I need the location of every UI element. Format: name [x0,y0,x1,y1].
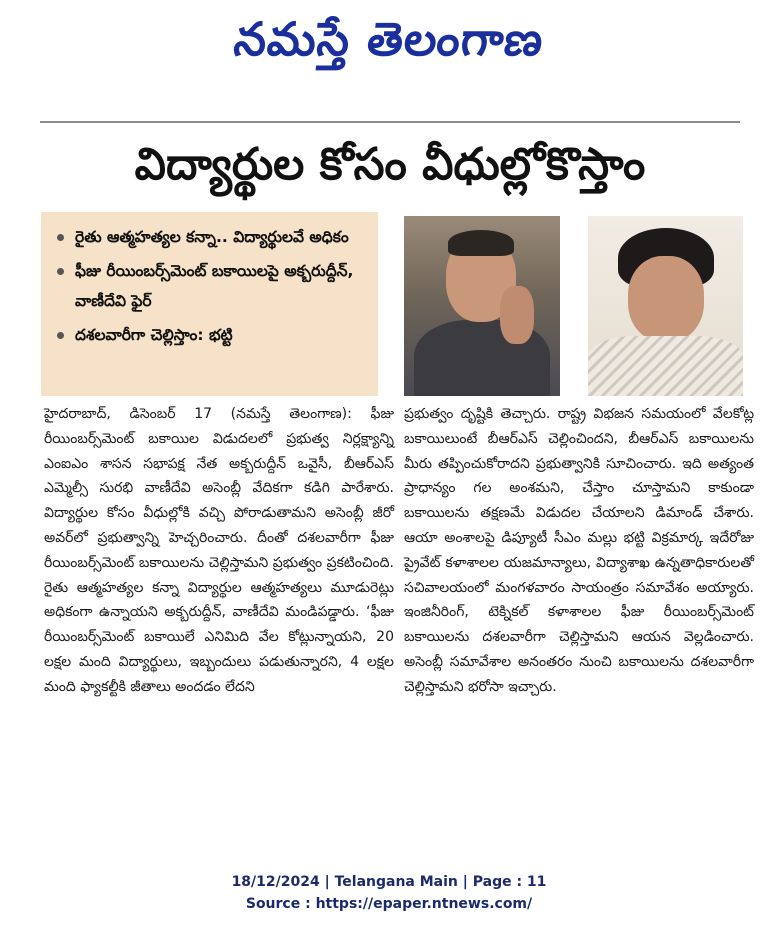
summary-item [57,256,370,316]
photo-figure-hair [448,230,514,256]
article-headline: విద్యార్థుల కోసం వీధుల్లోకొస్తాం [134,139,646,190]
footer-source-link[interactable]: Source : https://epaper.ntnews.com/ [245,896,533,912]
summary-item [57,320,370,350]
summary-text: దశలవారీగా చెల్లిస్తాం: భట్టి [75,326,233,344]
photo-figure-face [628,256,704,342]
summary-list [57,222,370,350]
summary-box [41,212,378,396]
summary-item [57,222,370,252]
article-body-right-column: ప్రభుత్వం దృష్టికి తెచ్చారు. రాష్ట్ర విభజన సమయంలో వేలకోట్ల బకాయిలుంటే బీఆర్ఎస్ చెల్లించిందని, బీఆర్ఎస్ బకాయిలను మీరు తప్పించుకోరాదని ప్రభుత్వానికి సూచించారు. ఇది అత్యంత ప్రాధాన్యం గల అంశమని, చేస్తాం చూస్తామని కాకుండా బకాయిలను తక్షణమే విడుదల చేయాలని డిమాండ్ చేశారు. ఆయా అంశాలపై డిప్యూటీ సీఎం మల్లు భట్టి విక్రమార్క ఇదేరోజు ప్రైవేట్ కళాశాలల యజమాన్యాలు, విద్యాశాఖ ఉన్నతాధికారులతో సచివాలయంలో మంగళవారం సాయంత్రం సమావేశం అయ్యారు. ఇంజినీరింగ్, టెక్నికల్ కళాశాలల ఫీజు రీయింబర్స్‌మెంట్ బకాయిలను దశలవారీగా చెల్లిస్తామని ఆయన వెల్లడించారు. అసెంబ్లీ సమావేశాల అనంతరం నుంచి బకాయిలను దశలవారీగా చెల్లిస్తామని భరోసా ఇచ్చారు. [404,406,754,695]
photo-figure-hand [500,286,534,344]
summary-text: ఫీజు రీయింబర్స్‌మెంట్ బకాయిలపై అక్బరుద్దీన్, వాణీదేవి ఫైర్ [75,262,354,310]
bullet-icon [57,332,64,339]
bullet-icon [57,234,64,241]
photo-figure-sari [588,336,743,396]
newspaper-masthead: నమస్తే తెలంగాణ [231,12,547,66]
photo-akbaruddin [404,216,560,396]
top-divider [40,121,740,123]
photo-vanidevi [588,216,743,396]
footer-edition-line: 18/12/2024 | Telangana Main | Page : 11 [231,874,547,890]
bullet-icon [57,268,64,275]
article-body-left-column: హైదరాబాద్, డిసెంబర్ 17 (నమస్తే తెలంగాణ): ఫీజు రీయింబర్స్‌మెంట్ బకాయిల విడుదలలో ప్రభుత్వ నిర్లక్ష్యాన్ని ఎంఐఎం శాసన సభాపక్ష నేత అక్బరుద్దీన్ ఒవైసీ, బీఆర్ఎస్ ఎమ్మెల్సీ సురభి వాణీదేవి అసెంబ్లీ వేదికగా కడిగి పారేశారు. విద్యార్థుల కోసం వీధుల్లోకి వచ్చి పోరాడుతామని అసెంబ్లీ జీరో అవర్‌లో ప్రభుత్వాన్ని హెచ్చరించారు. దీంతో దశలవారీగా ఫీజు రీయింబర్స్‌మెంట్ బకాయిలను చెల్లిస్తామని ప్రభుత్వం ప్రకటించింది. రైతు ఆత్మహత్యల కన్నా విద్యార్థుల ఆత్మహత్యలు మూడురెట్లు అధికంగా ఉన్నాయని అక్బరుద్దీన్, వాణీదేవి మండిపడ్డారు. ‘ఫీజు రీయింబర్స్‌మెంట్ బకాయిలే ఎనిమిది వేల కోట్లున్నాయని, 20 లక్షల మంది విద్యార్థులు, ఇబ్బందులు పడుతున్నారని, 4 లక్షల మంది ఫ్యాకల్టీకి జీతాలు అందడం లేదని [44,406,394,695]
page-footer [0,871,778,915]
summary-text: రైతు ఆత్మహత్యల కన్నా.. విద్యార్థులవే అధికం [75,228,349,246]
